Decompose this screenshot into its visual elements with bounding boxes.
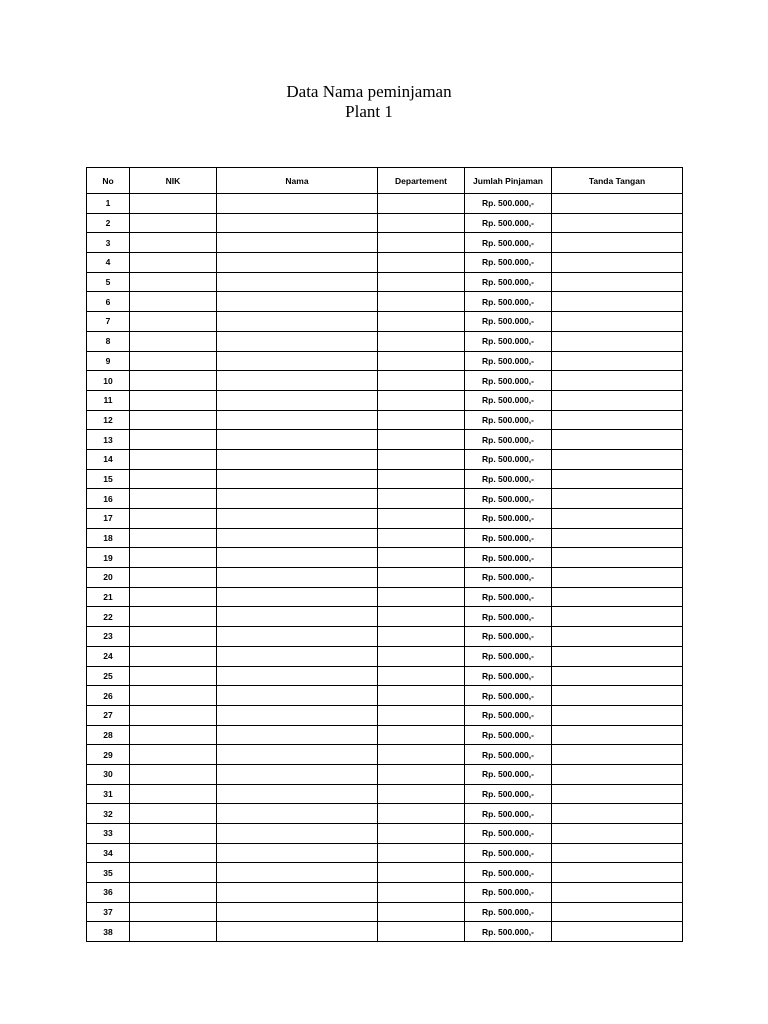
cell-nama[interactable]: [217, 351, 378, 371]
cell-nama[interactable]: [217, 725, 378, 745]
cell-tanda-tangan[interactable]: [552, 351, 683, 371]
cell-no: 21: [87, 587, 130, 607]
cell-no: 8: [87, 331, 130, 351]
cell-nama[interactable]: [217, 528, 378, 548]
table-row: [87, 607, 683, 627]
table-row: [87, 253, 683, 273]
cell-nama[interactable]: [217, 627, 378, 647]
cell-nama[interactable]: [217, 666, 378, 686]
table-row: [87, 331, 683, 351]
table-row: [87, 371, 683, 391]
cell-nik[interactable]: [130, 627, 217, 647]
cell-departement[interactable]: [378, 292, 465, 312]
cell-no: 9: [87, 351, 130, 371]
cell-departement[interactable]: [378, 666, 465, 686]
cell-departement[interactable]: [378, 843, 465, 863]
cell-nama[interactable]: [217, 745, 378, 765]
cell-nama[interactable]: [217, 292, 378, 312]
table-row: [87, 843, 683, 863]
cell-jumlah-pinjaman: Rp. 500.000,-: [465, 725, 552, 745]
cell-jumlah-pinjaman: Rp. 500.000,-: [465, 194, 552, 214]
cell-departement[interactable]: [378, 410, 465, 430]
cell-tanda-tangan[interactable]: [552, 430, 683, 450]
cell-no: 16: [87, 489, 130, 509]
cell-no: 10: [87, 371, 130, 391]
cell-tanda-tangan[interactable]: [552, 627, 683, 647]
cell-departement[interactable]: [378, 213, 465, 233]
cell-nik[interactable]: [130, 646, 217, 666]
cell-nik[interactable]: [130, 194, 217, 214]
table-row: [87, 194, 683, 214]
cell-no: 23: [87, 627, 130, 647]
cell-tanda-tangan[interactable]: [552, 902, 683, 922]
cell-departement[interactable]: [378, 804, 465, 824]
cell-jumlah-pinjaman: Rp. 500.000,-: [465, 883, 552, 903]
table-body: [87, 194, 683, 942]
cell-nama[interactable]: [217, 449, 378, 469]
cell-jumlah-pinjaman: Rp. 500.000,-: [465, 863, 552, 883]
cell-no: 28: [87, 725, 130, 745]
cell-no: 2: [87, 213, 130, 233]
cell-jumlah-pinjaman: Rp. 500.000,-: [465, 390, 552, 410]
cell-nik[interactable]: [130, 587, 217, 607]
cell-nama[interactable]: [217, 253, 378, 273]
cell-nik[interactable]: [130, 568, 217, 588]
cell-nama[interactable]: [217, 331, 378, 351]
cell-departement[interactable]: [378, 272, 465, 292]
table-row: [87, 804, 683, 824]
cell-jumlah-pinjaman: Rp. 500.000,-: [465, 705, 552, 725]
cell-departement[interactable]: [378, 509, 465, 529]
cell-departement[interactable]: [378, 725, 465, 745]
table-row: [87, 489, 683, 509]
cell-jumlah-pinjaman: Rp. 500.000,-: [465, 607, 552, 627]
table-row: [87, 902, 683, 922]
cell-tanda-tangan[interactable]: [552, 469, 683, 489]
cell-nama[interactable]: [217, 390, 378, 410]
cell-departement[interactable]: [378, 449, 465, 469]
cell-no: 29: [87, 745, 130, 765]
cell-nik[interactable]: [130, 331, 217, 351]
cell-no: 15: [87, 469, 130, 489]
cell-tanda-tangan[interactable]: [552, 253, 683, 273]
cell-nik[interactable]: [130, 784, 217, 804]
cell-tanda-tangan[interactable]: [552, 824, 683, 844]
cell-nama[interactable]: [217, 213, 378, 233]
cell-tanda-tangan[interactable]: [552, 843, 683, 863]
cell-jumlah-pinjaman: Rp. 500.000,-: [465, 843, 552, 863]
cell-departement[interactable]: [378, 922, 465, 942]
cell-no: 4: [87, 253, 130, 273]
cell-tanda-tangan[interactable]: [552, 272, 683, 292]
cell-tanda-tangan[interactable]: [552, 548, 683, 568]
table-row: [87, 312, 683, 332]
cell-tanda-tangan[interactable]: [552, 705, 683, 725]
table-row: [87, 666, 683, 686]
cell-jumlah-pinjaman: Rp. 500.000,-: [465, 449, 552, 469]
cell-jumlah-pinjaman: Rp. 500.000,-: [465, 627, 552, 647]
cell-departement[interactable]: [378, 568, 465, 588]
cell-nama[interactable]: [217, 312, 378, 332]
cell-jumlah-pinjaman: Rp. 500.000,-: [465, 509, 552, 529]
cell-tanda-tangan[interactable]: [552, 528, 683, 548]
cell-no: 25: [87, 666, 130, 686]
cell-jumlah-pinjaman: Rp. 500.000,-: [465, 469, 552, 489]
cell-jumlah-pinjaman: Rp. 500.000,-: [465, 548, 552, 568]
cell-nik[interactable]: [130, 883, 217, 903]
cell-tanda-tangan[interactable]: [552, 745, 683, 765]
cell-nik[interactable]: [130, 213, 217, 233]
cell-nik[interactable]: [130, 764, 217, 784]
cell-departement[interactable]: [378, 646, 465, 666]
cell-nama[interactable]: [217, 824, 378, 844]
cell-nama[interactable]: [217, 607, 378, 627]
cell-nik[interactable]: [130, 686, 217, 706]
cell-departement[interactable]: [378, 489, 465, 509]
cell-nik[interactable]: [130, 390, 217, 410]
table-row: [87, 528, 683, 548]
table-row: [87, 272, 683, 292]
cell-no: 22: [87, 607, 130, 627]
table-row: [87, 568, 683, 588]
table-row: [87, 587, 683, 607]
cell-nik[interactable]: [130, 430, 217, 450]
cell-tanda-tangan[interactable]: [552, 410, 683, 430]
cell-nama[interactable]: [217, 646, 378, 666]
cell-nik[interactable]: [130, 745, 217, 765]
cell-tanda-tangan[interactable]: [552, 509, 683, 529]
header-nik: NIK: [130, 168, 217, 194]
cell-tanda-tangan[interactable]: [552, 646, 683, 666]
cell-nik[interactable]: [130, 351, 217, 371]
table-row: [87, 883, 683, 903]
cell-no: 30: [87, 764, 130, 784]
cell-nama[interactable]: [217, 902, 378, 922]
cell-nama[interactable]: [217, 233, 378, 253]
document-subtitle: Plant 1: [345, 102, 393, 121]
cell-departement[interactable]: [378, 430, 465, 450]
cell-no: 20: [87, 568, 130, 588]
cell-jumlah-pinjaman: Rp. 500.000,-: [465, 784, 552, 804]
cell-no: 13: [87, 430, 130, 450]
cell-nama[interactable]: [217, 489, 378, 509]
cell-no: 35: [87, 863, 130, 883]
cell-jumlah-pinjaman: Rp. 500.000,-: [465, 312, 552, 332]
cell-tanda-tangan[interactable]: [552, 331, 683, 351]
table-row: [87, 548, 683, 568]
cell-tanda-tangan[interactable]: [552, 390, 683, 410]
cell-jumlah-pinjaman: Rp. 500.000,-: [465, 646, 552, 666]
cell-tanda-tangan[interactable]: [552, 804, 683, 824]
cell-nama[interactable]: [217, 430, 378, 450]
cell-tanda-tangan[interactable]: [552, 922, 683, 942]
table-row: [87, 922, 683, 942]
cell-no: 19: [87, 548, 130, 568]
cell-nama[interactable]: [217, 371, 378, 391]
table-row: [87, 390, 683, 410]
cell-departement[interactable]: [378, 627, 465, 647]
table-row: [87, 410, 683, 430]
cell-departement[interactable]: [378, 824, 465, 844]
cell-no: 7: [87, 312, 130, 332]
cell-no: 3: [87, 233, 130, 253]
cell-jumlah-pinjaman: Rp. 500.000,-: [465, 292, 552, 312]
cell-jumlah-pinjaman: Rp. 500.000,-: [465, 824, 552, 844]
table-row: [87, 430, 683, 450]
cell-tanda-tangan[interactable]: [552, 194, 683, 214]
cell-departement[interactable]: [378, 863, 465, 883]
cell-nik[interactable]: [130, 233, 217, 253]
table-row: [87, 764, 683, 784]
cell-tanda-tangan[interactable]: [552, 568, 683, 588]
cell-nama[interactable]: [217, 509, 378, 529]
cell-nama[interactable]: [217, 469, 378, 489]
table-row: [87, 863, 683, 883]
header-jumlah-pinjaman: Jumlah Pinjaman: [465, 168, 552, 194]
cell-no: 18: [87, 528, 130, 548]
table-row: [87, 784, 683, 804]
cell-nama[interactable]: [217, 843, 378, 863]
cell-nama[interactable]: [217, 705, 378, 725]
cell-jumlah-pinjaman: Rp. 500.000,-: [465, 587, 552, 607]
cell-departement[interactable]: [378, 253, 465, 273]
cell-nik[interactable]: [130, 469, 217, 489]
cell-jumlah-pinjaman: Rp. 500.000,-: [465, 489, 552, 509]
cell-nik[interactable]: [130, 272, 217, 292]
cell-departement[interactable]: [378, 528, 465, 548]
cell-nik[interactable]: [130, 725, 217, 745]
cell-tanda-tangan[interactable]: [552, 587, 683, 607]
cell-nik[interactable]: [130, 705, 217, 725]
cell-departement[interactable]: [378, 902, 465, 922]
cell-jumlah-pinjaman: Rp. 500.000,-: [465, 351, 552, 371]
cell-nik[interactable]: [130, 607, 217, 627]
cell-nama[interactable]: [217, 863, 378, 883]
header-departement: Departement: [378, 168, 465, 194]
cell-jumlah-pinjaman: Rp. 500.000,-: [465, 331, 552, 351]
header-nama: Nama: [217, 168, 378, 194]
cell-nik[interactable]: [130, 410, 217, 430]
cell-nama[interactable]: [217, 686, 378, 706]
table-row: [87, 213, 683, 233]
table-row: [87, 292, 683, 312]
cell-tanda-tangan[interactable]: [552, 863, 683, 883]
cell-nama[interactable]: [217, 883, 378, 903]
cell-tanda-tangan[interactable]: [552, 489, 683, 509]
cell-jumlah-pinjaman: Rp. 500.000,-: [465, 922, 552, 942]
cell-departement[interactable]: [378, 548, 465, 568]
table-row: [87, 351, 683, 371]
cell-no: 17: [87, 509, 130, 529]
cell-nik[interactable]: [130, 902, 217, 922]
cell-departement[interactable]: [378, 607, 465, 627]
cell-tanda-tangan[interactable]: [552, 449, 683, 469]
cell-departement[interactable]: [378, 883, 465, 903]
cell-no: 38: [87, 922, 130, 942]
cell-tanda-tangan[interactable]: [552, 883, 683, 903]
cell-no: 33: [87, 824, 130, 844]
cell-tanda-tangan[interactable]: [552, 764, 683, 784]
cell-no: 26: [87, 686, 130, 706]
cell-nama[interactable]: [217, 410, 378, 430]
cell-jumlah-pinjaman: Rp. 500.000,-: [465, 686, 552, 706]
cell-nik[interactable]: [130, 312, 217, 332]
table-row: [87, 646, 683, 666]
cell-nik[interactable]: [130, 666, 217, 686]
cell-tanda-tangan[interactable]: [552, 686, 683, 706]
cell-departement[interactable]: [378, 194, 465, 214]
cell-no: 34: [87, 843, 130, 863]
cell-jumlah-pinjaman: Rp. 500.000,-: [465, 902, 552, 922]
cell-departement[interactable]: [378, 351, 465, 371]
cell-no: 37: [87, 902, 130, 922]
cell-nik[interactable]: [130, 863, 217, 883]
cell-nik[interactable]: [130, 824, 217, 844]
cell-departement[interactable]: [378, 764, 465, 784]
cell-departement[interactable]: [378, 745, 465, 765]
cell-nama[interactable]: [217, 804, 378, 824]
cell-nama[interactable]: [217, 587, 378, 607]
header-tanda-tangan: Tanda Tangan: [552, 168, 683, 194]
cell-departement[interactable]: [378, 705, 465, 725]
table-row: [87, 745, 683, 765]
cell-jumlah-pinjaman: Rp. 500.000,-: [465, 272, 552, 292]
cell-nama[interactable]: [217, 784, 378, 804]
table-row: [87, 824, 683, 844]
cell-tanda-tangan[interactable]: [552, 607, 683, 627]
cell-no: 32: [87, 804, 130, 824]
table-row: [87, 449, 683, 469]
cell-nik[interactable]: [130, 253, 217, 273]
cell-departement[interactable]: [378, 331, 465, 351]
cell-nik[interactable]: [130, 804, 217, 824]
cell-nama[interactable]: [217, 568, 378, 588]
cell-nik[interactable]: [130, 843, 217, 863]
cell-tanda-tangan[interactable]: [552, 725, 683, 745]
cell-nik[interactable]: [130, 489, 217, 509]
cell-nama[interactable]: [217, 764, 378, 784]
cell-nama[interactable]: [217, 548, 378, 568]
cell-no: 6: [87, 292, 130, 312]
document-title: Data Nama peminjaman: [286, 82, 452, 101]
table-header-row: [87, 168, 683, 194]
cell-jumlah-pinjaman: Rp. 500.000,-: [465, 430, 552, 450]
cell-no: 31: [87, 784, 130, 804]
cell-nik[interactable]: [130, 528, 217, 548]
cell-tanda-tangan[interactable]: [552, 233, 683, 253]
table-row: [87, 725, 683, 745]
cell-jumlah-pinjaman: Rp. 500.000,-: [465, 804, 552, 824]
cell-nama[interactable]: [217, 272, 378, 292]
cell-tanda-tangan[interactable]: [552, 371, 683, 391]
cell-jumlah-pinjaman: Rp. 500.000,-: [465, 764, 552, 784]
cell-departement[interactable]: [378, 233, 465, 253]
cell-nik[interactable]: [130, 292, 217, 312]
cell-tanda-tangan[interactable]: [552, 292, 683, 312]
cell-nik[interactable]: [130, 509, 217, 529]
table-row: [87, 233, 683, 253]
cell-tanda-tangan[interactable]: [552, 666, 683, 686]
cell-jumlah-pinjaman: Rp. 500.000,-: [465, 371, 552, 391]
cell-jumlah-pinjaman: Rp. 500.000,-: [465, 213, 552, 233]
cell-jumlah-pinjaman: Rp. 500.000,-: [465, 410, 552, 430]
loan-table: [86, 167, 683, 942]
cell-tanda-tangan[interactable]: [552, 312, 683, 332]
cell-departement[interactable]: [378, 390, 465, 410]
cell-nik[interactable]: [130, 548, 217, 568]
cell-nama[interactable]: [217, 194, 378, 214]
cell-jumlah-pinjaman: Rp. 500.000,-: [465, 233, 552, 253]
table-row: [87, 627, 683, 647]
cell-no: 11: [87, 390, 130, 410]
cell-jumlah-pinjaman: Rp. 500.000,-: [465, 253, 552, 273]
cell-departement[interactable]: [378, 784, 465, 804]
cell-departement[interactable]: [378, 312, 465, 332]
cell-nama[interactable]: [217, 922, 378, 942]
cell-departement[interactable]: [378, 371, 465, 391]
table-row: [87, 509, 683, 529]
cell-departement[interactable]: [378, 469, 465, 489]
cell-no: 14: [87, 449, 130, 469]
cell-no: 5: [87, 272, 130, 292]
cell-jumlah-pinjaman: Rp. 500.000,-: [465, 745, 552, 765]
cell-no: 1: [87, 194, 130, 214]
cell-tanda-tangan[interactable]: [552, 784, 683, 804]
cell-nik[interactable]: [130, 449, 217, 469]
cell-jumlah-pinjaman: Rp. 500.000,-: [465, 568, 552, 588]
cell-tanda-tangan[interactable]: [552, 213, 683, 233]
cell-no: 36: [87, 883, 130, 903]
cell-no: 24: [87, 646, 130, 666]
cell-departement[interactable]: [378, 587, 465, 607]
cell-departement[interactable]: [378, 686, 465, 706]
header-no: No: [87, 168, 130, 194]
cell-no: 27: [87, 705, 130, 725]
table-row: [87, 469, 683, 489]
cell-jumlah-pinjaman: Rp. 500.000,-: [465, 528, 552, 548]
cell-nik[interactable]: [130, 371, 217, 391]
cell-nik[interactable]: [130, 922, 217, 942]
cell-jumlah-pinjaman: Rp. 500.000,-: [465, 666, 552, 686]
table-row: [87, 686, 683, 706]
cell-no: 12: [87, 410, 130, 430]
table-row: [87, 705, 683, 725]
